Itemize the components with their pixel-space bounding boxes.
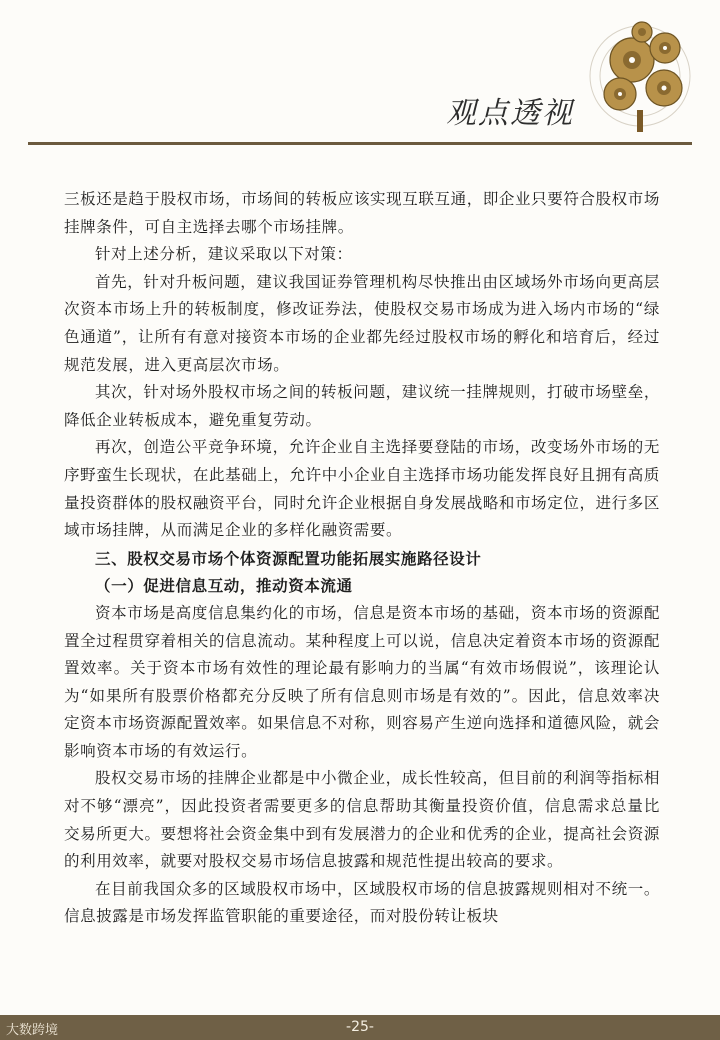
paragraph: 资本市场是高度信息集约化的市场，信息是资本市场的基础，资本市场的资源配置全过程贯穿着相关的信息流动。某种程度上可以说，信息决定着资本市场的资源配置效率。关于资本市场有效性的理论最有影响力的当属“有效市场假说”，该理论认为“如果所有股票价格都充分反映了所有信息则市场是有效的”。因此，信息效率决定资本市场资源配置效率。如果信息不对称，则容易产生逆向选择和道德风险，就会影响资本市场的有效运行。 [64,603,660,760]
subsection-heading: （一）促进信息互动，推动资本流通 [95,576,353,596]
page-header [0,0,720,150]
paragraph: 首先，针对升板问题，建议我国证券管理机构尽快推出由区域场外市场向更高层次资本市场上升的转板制度，修改证券法，使股权交易市场成为进入场内市场的“绿色通道”，让所有有意对接资本市场的企业都先经过股权市场的孵化和培育后，经过规范发展，进入更高层次市场。 [64,272,660,374]
paragraph: 针对上述分析，建议采取以下对策： [95,245,353,264]
footer-logo: 大数跨境 [6,1023,59,1038]
header-divider [28,142,692,145]
gears-icon [580,10,700,136]
page-footer [0,1015,720,1040]
page-number: -25- [346,1019,374,1035]
paragraph: 三板还是趋于股权市场，市场间的转板应该实现互联互通，即企业只要符合股权市场挂牌条件，可自主选择去哪个市场挂牌。 [64,190,660,236]
paragraph: 股权交易市场的挂牌企业都是中小微企业，成长性较高，但目前的利润等指标相对不够“漂亮”，因此投资者需要更多的信息帮助其衡量投资价值，信息需求总量比交易所更大。要想将社会资金集中到有发展潜力的企业和优秀的企业，提高社会资源的利用效率，就要对股权交易市场信息披露和规范性提出较高的要求。 [64,769,660,871]
article-body [64,186,660,931]
paragraph: 在目前我国众多的区域股权市场中，区域股权市场的信息披露规则相对不统一。信息披露是市场发挥监管职能的重要途径，而对股份转让板块 [64,879,660,926]
paragraph: 再次，创造公平竞争环境，允许企业自主选择要登陆的市场，改变场外市场的无序野蛮生长现状，在此基础上，允许中小企业自主选择市场功能发挥良好且拥有高质量投资群体的股权融资平台，同时允许企业根据自身发展战略和市场定位，进行多区域市场挂牌，从而满足企业的多样化融资需要。 [64,438,660,540]
page-title: 观点透视 [446,96,574,131]
paragraph: 其次，针对场外股权市场之间的转板问题，建议统一挂牌规则，打破市场壁垒，降低企业转板成本，避免重复劳动。 [64,383,660,429]
section-heading: 三、股权交易市场个体资源配置功能拓展实施路径设计 [95,548,482,568]
